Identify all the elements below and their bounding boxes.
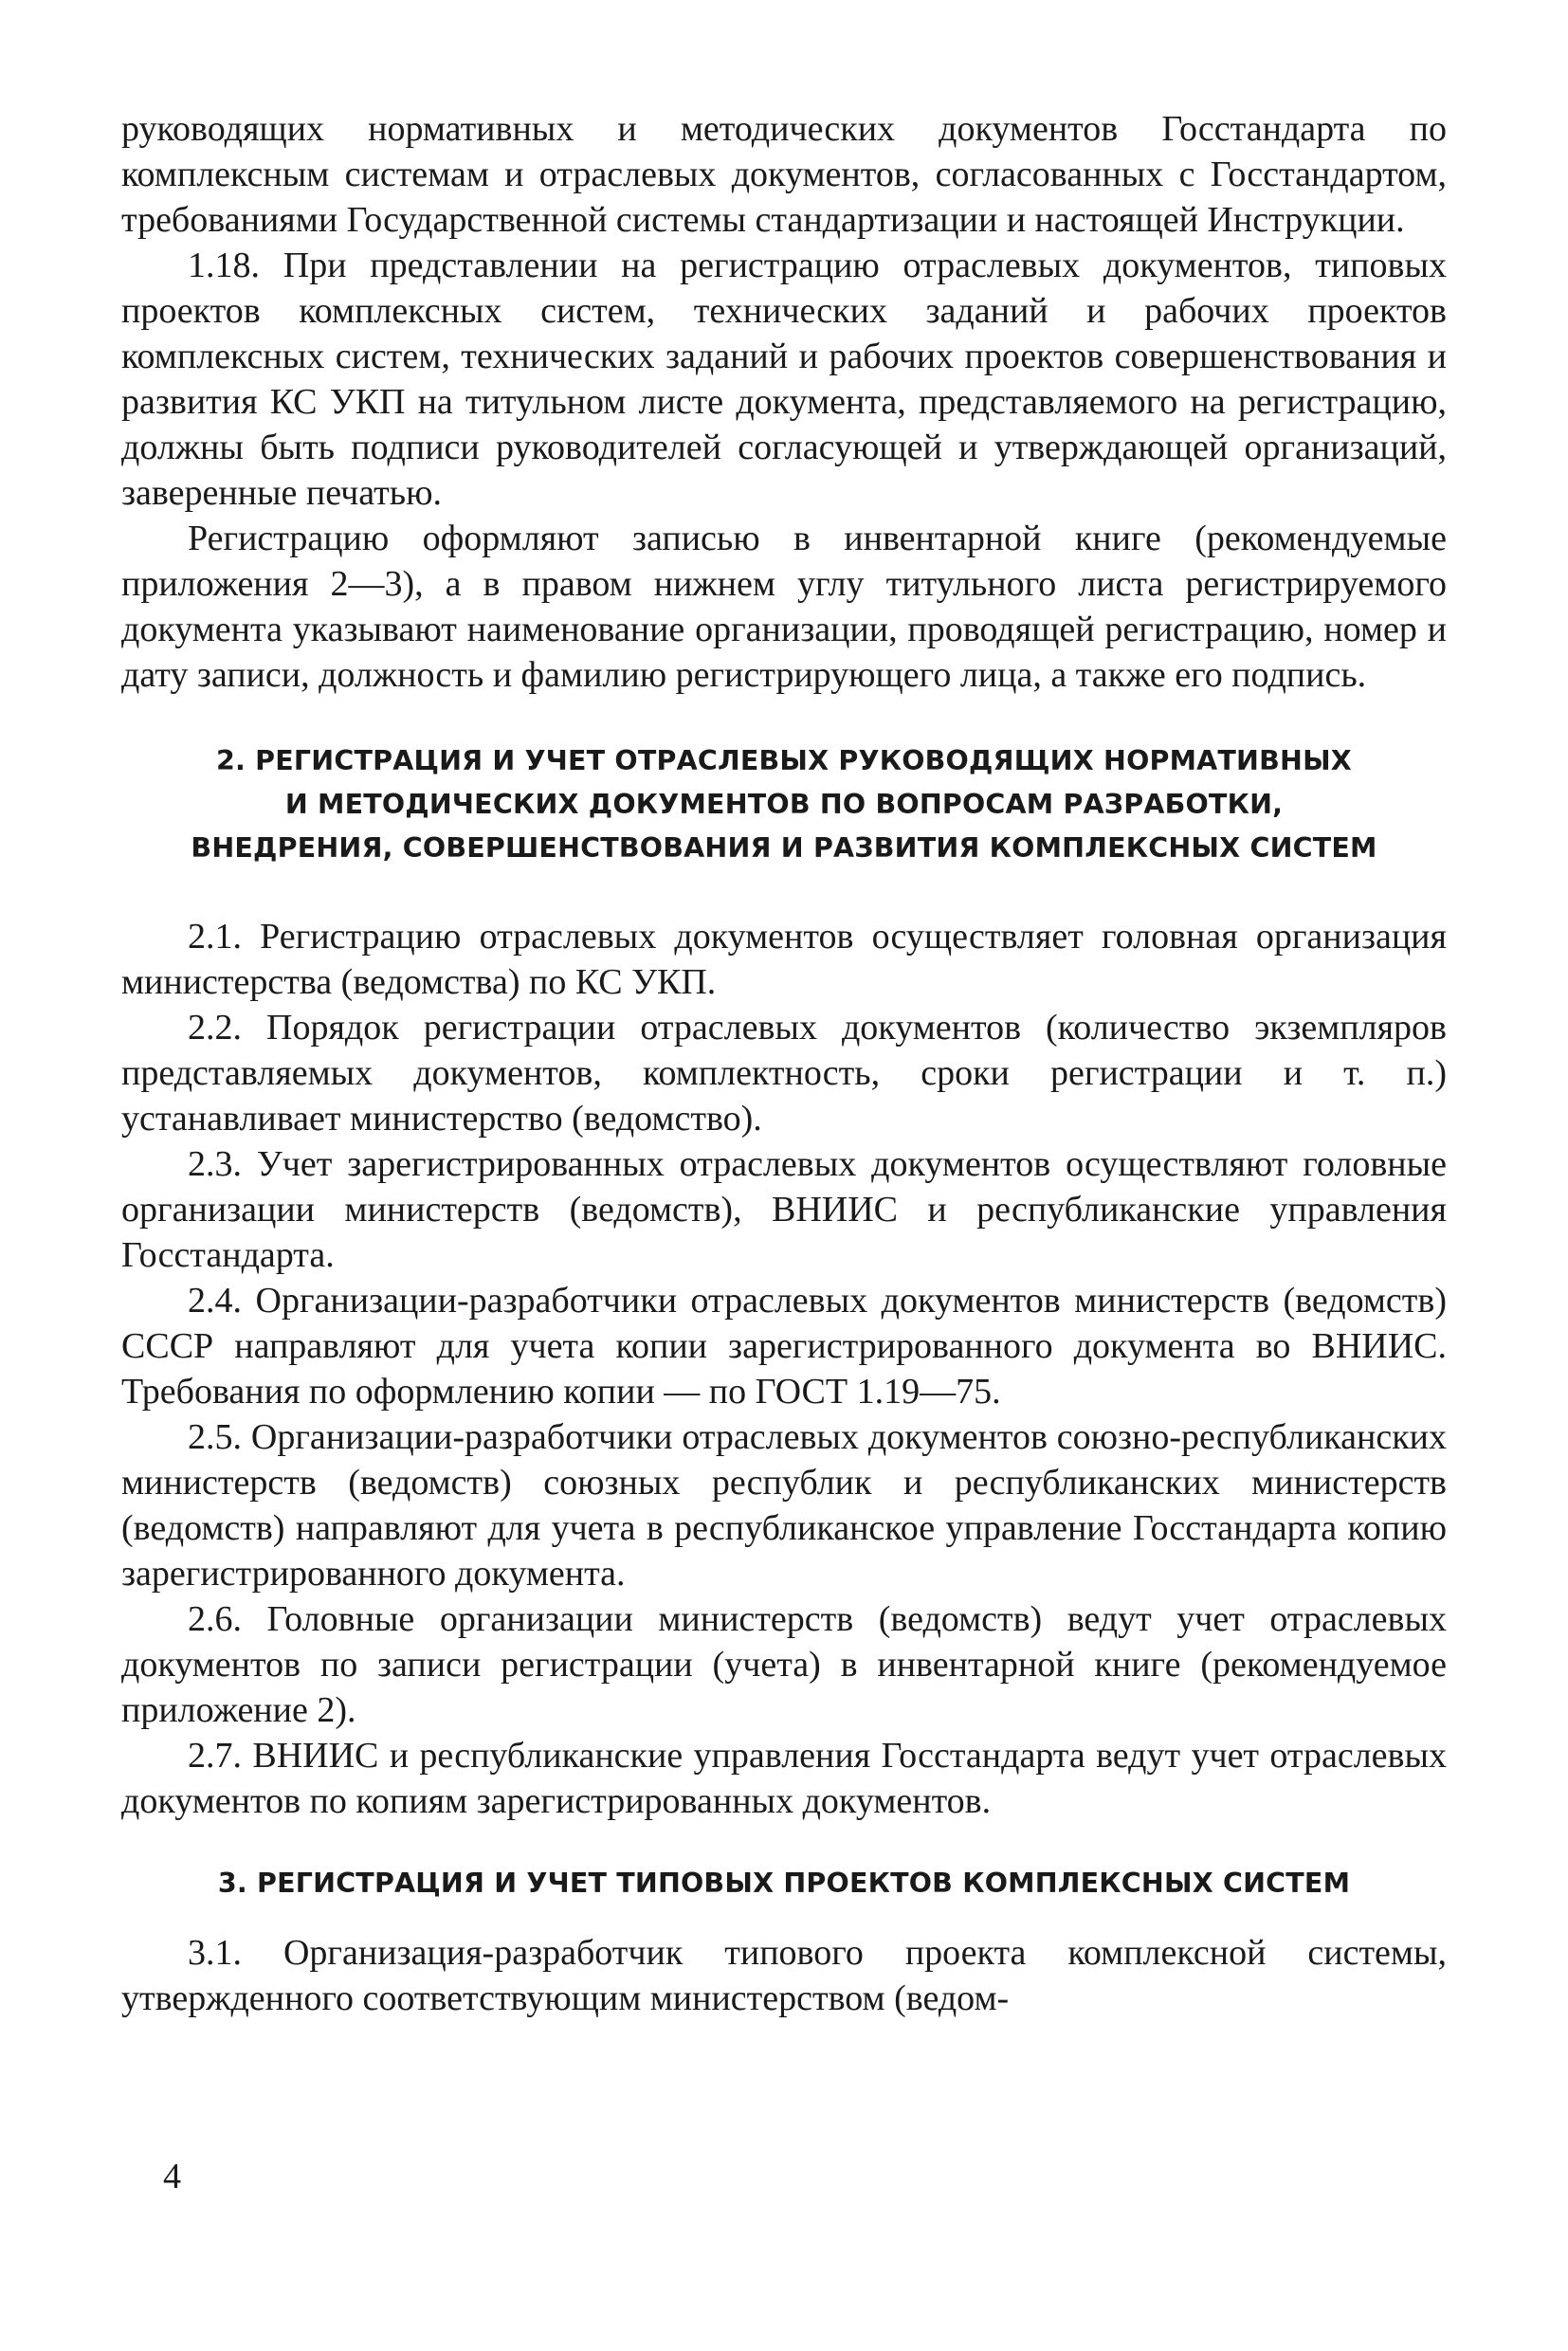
clause-2-5: 2.5. Организации-разработчики отраслевых документов союзно-республиканских министерств (ведомств) союзных республик и республиканских министерств (ведомств) направляют для учета в республиканское управление Госстандарта копию зарегистрированного документа. — [121, 1417, 1447, 1594]
section-3-heading: 3. РЕГИСТРАЦИЯ И УЧЕТ ТИПОВЫХ ПРОЕКТОВ КОМПЛЕКСНЫХ СИСТЕМ — [217, 1868, 1351, 1899]
clause-1-18-paragraph: 1.18. При представлении на регистрацию отраслевых документов, типовых проектов комплексных систем, технических заданий и рабочих проектов комплексных систем, технических заданий и рабочих проектов совершенствования и развития КС УКП на титульном листе документа, представляемого на регистрацию, должны быть подписи руководителей согласующей и утверждающей организаций, заверенные печатью. — [121, 246, 1447, 513]
section-2-heading — [121, 739, 1447, 870]
intro-paragraph: руководящих нормативных и методических документов Госстандарта по комплексным системам и отраслевых документов, согласованных с Госстандартом, требованиями Государственной системы стандартизации и настоящей Инструкции. — [121, 109, 1447, 240]
registration-paragraph: Регистрацию оформляют записью в инвентарной книге (рекомендуемые приложения 2—3), а в правом нижнем углу титульного листа регистрируемого документа указывают наименование организации, проводящей регистрацию, номер и дату записи, должность и фамилию регистрирующего лица, а также его подпись. — [121, 519, 1447, 695]
clause-3-1: 3.1. Организация-разработчик типового проекта комплексной системы, утвержденного соответствующим министерством (ведом- — [121, 1933, 1447, 2018]
clause-2-4: 2.4. Организации-разработчики отраслевых документов министерств (ведомств) СССР направляют для учета копии зарегистрированного документа во ВНИИС. Требования по оформлению копии — по ГОСТ 1.19—75. — [121, 1281, 1447, 1412]
clause-2-6: 2.6. Головные организации министерств (ведомств) ведут учет отраслевых документов по записи регистрации (учета) в инвентарной книге (рекомендуемое приложение 2). — [121, 1599, 1447, 1730]
section-2-heading-line: 2. РЕГИСТРАЦИЯ И УЧЕТ ОТРАСЛЕВЫХ РУКОВОДЯЩИХ НОРМАТИВНЫХ — [216, 745, 1352, 776]
clause-2-2: 2.2. Порядок регистрации отраслевых документов (количество экземпляров представляемых документов, комплектность, сроки регистрации и т. п.) устанавливает министерство (ведомство). — [121, 1008, 1447, 1139]
section-2-heading-line: ВНЕДРЕНИЯ, СОВЕРШЕНСТВОВАНИЯ И РАЗВИТИЯ КОМПЛЕКСНЫХ СИСТЕМ — [191, 832, 1377, 864]
clause-2-1: 2.1. Регистрацию отраслевых документов осуществляет головная организация министерства (ведомства) по КС УКП. — [121, 917, 1447, 1002]
clause-2-3: 2.3. Учет зарегистрированных отраслевых документов осуществляют головные организации министерств (ведомств), ВНИИС и республиканские управления Госстандарта. — [121, 1144, 1447, 1275]
page-content — [121, 106, 1447, 2021]
page-number: 4 — [163, 2157, 181, 2196]
clause-2-7: 2.7. ВНИИС и республиканские управления Госстандарта ведут учет отраслевых документов по копиям зарегистрированных документов. — [121, 1736, 1447, 1821]
section-2-heading-line: И МЕТОДИЧЕСКИХ ДОКУМЕНТОВ ПО ВОПРОСАМ РАЗРАБОТКИ, — [284, 789, 1284, 820]
